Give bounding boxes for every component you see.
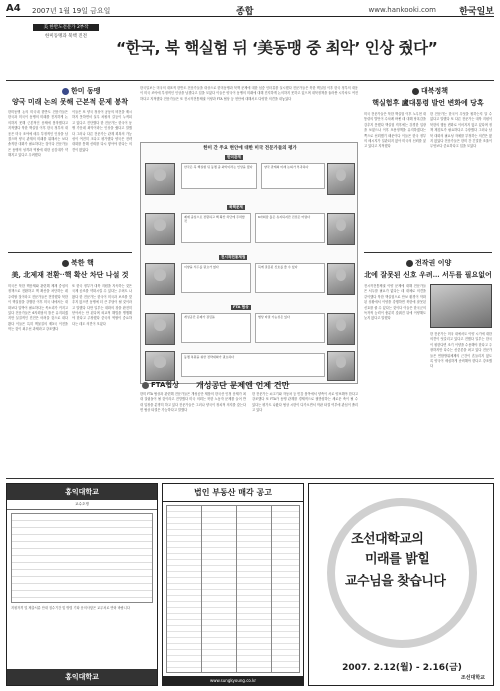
section-name: 종합 xyxy=(236,7,254,17)
site-url[interactable]: www.hankooki.com xyxy=(368,6,436,14)
military-icon xyxy=(406,260,413,267)
ad-chosun-line3: 교수님을 찾습니다 xyxy=(345,574,446,589)
article-nuclear-body-1: 미국은 북한 핵문제와 관련해 제재 중심의 정책으로 전환하고 핵 확산을 차단하는 데 주력할 것이라고 전문가들은 전망했다 북한이 핵실험을 강행한 이후 미국 내에서는 대화보다 압박이 필요하다는 목소리가 커지고 있다 전문가들은 6자회담의 틀은 유지되겠지만 실질적인 진전은 어려울 것으로 내다봤다 이들은 특히 핵물질의 제3국 이전을 막는 것이 최우선 과제라고 강조했다 xyxy=(8,284,68,332)
expert-photo xyxy=(145,351,175,381)
expert-quote: 한국은 북 핵실험 뒤 동맹 중 최악이라는 인상을 줬다 xyxy=(181,163,257,189)
category-fta: FTA 협상 xyxy=(233,305,249,309)
expert-photo xyxy=(327,163,355,195)
page-number: A4 xyxy=(6,3,21,14)
issue-date: 2007년 1월 19일 금요일 xyxy=(32,7,111,15)
category-relations: 한미관계 xyxy=(227,155,241,159)
article-nuclear-body-2: 또 한국 정부가 대북 지원을 지속하는 것은 국제 공조를 약화시킬 수 있다는 우려도 나왔다 한 전문가는 한국이 미국과 보조를 맞추지 않으면 동맹에 더 큰 부담이 될 것이라고 말했다 다만 일부는 대화의 창을 완전히 닫아서는 안 된다며 외교적 해법을 병행해야 한다고 주장했다 중국의 역할이 중요하다는 데도 의견이 모였다 xyxy=(72,284,132,326)
expert-infographic xyxy=(140,142,358,384)
expert-quote: 6자회담 틀은 유지되지만 진전은 어렵다 xyxy=(255,213,325,243)
ad-real-estate-footer[interactable]: www.sungkyoung.co.kr xyxy=(163,676,303,685)
expert-quote: 협상 타결 가능성은 있다 xyxy=(255,313,325,343)
ad-chosun-line1: 조선대학교의 xyxy=(351,532,424,547)
expert-quote: 북에 잘못된 신호를 줄 수 있다 xyxy=(255,263,325,293)
ad-chosun-logo: 조선대학교 xyxy=(460,675,485,681)
flag-icon xyxy=(62,88,69,95)
series-subtitle: 한미동맹과 북핵 진전 xyxy=(45,34,87,39)
expert-photo xyxy=(327,351,355,381)
article-nuclear-head: 美, 北제재 전환··핵 확산 차단 나설 것 xyxy=(11,270,129,279)
ads-area xyxy=(6,483,494,688)
article-fta-head: 개성공단 문제엔 언제 건만 xyxy=(196,380,290,390)
ad-hongik-subtitle: 교수초빙 xyxy=(7,500,157,510)
article-alliance-body-2: 이들은 또 양국 정상이 공동의 비전을 제시하지 못하면서 실무 차원의 갈등이 누적되고 있다고 진단했다 한 전문가는 한국이 동맹 가운데 최악이라는 인상을 줬다고 말했다 그러나 다른 전문가는 관계 회복의 가능성이 여전히 크다고 평가했다 양국은 전략대화를 통해 신뢰를 다시 쌓아야 한다는 의견이 많았다 xyxy=(72,110,132,152)
article-policy-body-1: 미국 전문가들은 북한 핵실험 이후 노무현 대통령의 발언이 수차례 바뀐 데 대해 당혹감을 감추지 못했다 핵실험 직후에는 강경한 입장을 보였으나 이후 포용정책을 유지하겠다는 쪽으로 선회했기 때문이다 이들은 한국 정부의 메시지가 일관되지 않아 미국의 신뢰를 잃고 있다고 지적했다 xyxy=(364,112,426,149)
article-fta-body-1: 한미 FTA 협상과 관련해 전문가들은 개성공단 제품의 한국산 인정 문제가 최대 걸림돌이 될 것이라고 전망했다 미국 의회는 북한 노동자 문제를 들어 반대 입장을 분명히 하고 있다 전문가들은 그러나 양국이 정치적 의지를 갖는다면 협상 타결은 가능하다고 말했다 xyxy=(140,392,246,413)
label-fta: FTA협상 xyxy=(142,380,179,390)
ad-chosun[interactable] xyxy=(308,483,494,686)
ad-hongik-footer: 홍익대학교 xyxy=(7,669,157,685)
ad-chosun-period: 2007. 2.12(월) - 2.16(금) xyxy=(342,663,462,673)
label-alliance: 한미 동맹 xyxy=(62,86,101,96)
ad-real-estate-table xyxy=(166,505,300,673)
category-nuclear: 북핵문제 xyxy=(229,205,243,209)
right-divider xyxy=(364,252,492,253)
page-header xyxy=(6,3,494,17)
article-alliance-body-1: 한미동맹 논의 미국내 한반도 전문가들은 한국과 미국이 동맹의 미래를 진지하게 논의하지 못해 근본적인 문제에 봉착했다고 지적했다 북한 핵실험 이후 한국 정부의 대응은 미국 조야에 매우 부정적인 인상을 남겼으며 양국 관계의 미래를 위해서는 보다 솔직한 대화가 필요하다는 것이다 전문가들은 동맹의 성격과 역할에 대한 공감대가 약해지고 있다고 우려했다 xyxy=(8,110,68,158)
label-opcon: 전작권 이양 xyxy=(406,258,451,268)
ad-hongik[interactable] xyxy=(6,483,158,686)
ad-real-estate-title: 법인 부동산 매각 공고 xyxy=(163,484,303,502)
article-opcon-body-1: 전시작전통제권 이양 문제에 대해 전문가들은 서두를 필요가 없다는 데 대체로 의견을 같이했다 북한 핵실험으로 안보 환경이 악화된 상황에서 이양을 강행하면 북한에 잘못된 신호를 줄 수 있다는 것이다 이들은 한국군의 독자적 능력이 충분히 갖춰진 뒤에 이양해도 늦지 않다고 말했다 xyxy=(364,284,426,321)
expert-photo xyxy=(327,263,355,295)
newspaper-logo: 한국일보 xyxy=(459,7,494,17)
expert-quote: 동맹 복원을 위한 전략대화가 필요하다 xyxy=(181,353,325,377)
center-lead-text: 한국일보는 미국의 대표적 한반도 전문가들을 대상으로 한미동맹과 북핵 문제에 대한 심층 인터뷰를 실시했다 전문가들은 북한 핵실험 이후 한국 정부의 대응이 미국 조야에 부정적인 인상을 남겼다고 입을 모았다 이들은 양국이 동맹의 미래에 대해 진지하게 논의하지 못하고 있으며 대북정책을 둘러싼 시각차도 여전하다고 지적했다 전문가들은 또 전시작전통제권 이양과 FTA 협상 등 현안에 대해서도 다양한 의견을 내놓았다 xyxy=(140,86,358,101)
trade-icon xyxy=(142,382,149,389)
article-opcon-head: 北에 잘못된 신호 우려… 서두를 필요없어 xyxy=(364,270,492,279)
ad-hongik-title: 홍익대학교 xyxy=(7,484,157,500)
infographic-title: 한미 간 주요 현안에 대한 미국 전문가들의 평가 xyxy=(203,146,297,151)
ad-chosun-line2: 미래를 밝힐 xyxy=(365,552,430,567)
series-tag: 美 한반도전문가 2부작 xyxy=(33,24,99,31)
atom-icon xyxy=(62,260,69,267)
expert-photo xyxy=(145,213,175,245)
expert-quote: 제재 중심으로 전환하고 핵 확산 차단에 주력할 것 xyxy=(181,213,251,243)
headline-divider xyxy=(6,80,494,81)
article-photo xyxy=(430,284,492,328)
expert-quote: 이양을 서두를 필요가 없다 xyxy=(181,263,251,293)
expert-photo xyxy=(145,313,175,345)
expert-photo xyxy=(327,313,355,345)
main-headline: “한국, 북 핵실험 뒤 ‘美동맹 중 최악’ 인상 줬다” xyxy=(116,39,438,57)
expert-photo xyxy=(327,213,355,245)
category-opcon: 전시작전통제권 xyxy=(221,255,246,259)
expert-photo xyxy=(145,263,175,295)
ad-hongik-table xyxy=(11,513,153,603)
article-alliance-head: 양국 미래 논의 못해 근본적 문제 봉착 xyxy=(11,97,129,106)
expert-quote: 개성공단 문제가 걸림돌 xyxy=(181,313,251,343)
left-divider xyxy=(8,252,132,253)
label-nuclear: 북한 핵 xyxy=(62,258,94,268)
ad-hongik-notes: 지원자격 및 제출서류 안내 접수기간 및 방법 기타 문의사항은 교무처로 연락 바랍니다 xyxy=(11,606,130,610)
policy-icon xyxy=(412,88,419,95)
expert-photo xyxy=(145,163,175,195)
article-fta-body-2: 한 전문가는 쇠고기와 자동차 등 민감 품목에서 양측이 서로 양보해야 한다고 강조했다 또 FTA가 동맹 관계를 경제적으로 뒷받침하는 새로운 축이 될 수 있다는 평가도 나왔다 협상 시한이 다가오면서 막판 타결 여부에 관심이 쏠리고 있다 xyxy=(252,392,358,413)
article-policy-body-2: 한 전문가는 한국이 무엇을 원하는지 알 수 없다고 말했다 또 다른 전문가는 대북 지원이 북한의 행동 변화로 이어지지 않고 있다며 정책 재검토가 필요하다고 주장했다 그러나 남북 대화의 필요성 자체를 부정하는 의견은 많지 않았다 전문가들은 한미 간 긴밀한 조율이 무엇보다 중요하다고 입을 모았다 xyxy=(430,112,492,149)
ads-divider xyxy=(6,478,494,479)
article-policy-head: 핵실험후 盧대통령 발언 변화에 당혹 xyxy=(372,98,484,107)
ad-real-estate[interactable] xyxy=(162,483,304,686)
expert-quote: 양국 관계의 미래 논의가 부족하다 xyxy=(261,163,325,189)
article-opcon-body-2: 한 전문가는 미국 내에서도 이양 시기에 대한 의견이 엇갈리고 있다고 전했다 일부는 한국이 원한다면 조기 이양을 수용해야 한다고 주장하지만 다수는 신중론을 펴고 있다 전문가들은 연합방위체제의 근간이 흔들리지 않도록 양국이 세심하게 준비해야 한다고 강조했다 xyxy=(430,332,492,369)
label-north-policy: 대북정책 xyxy=(412,86,448,96)
